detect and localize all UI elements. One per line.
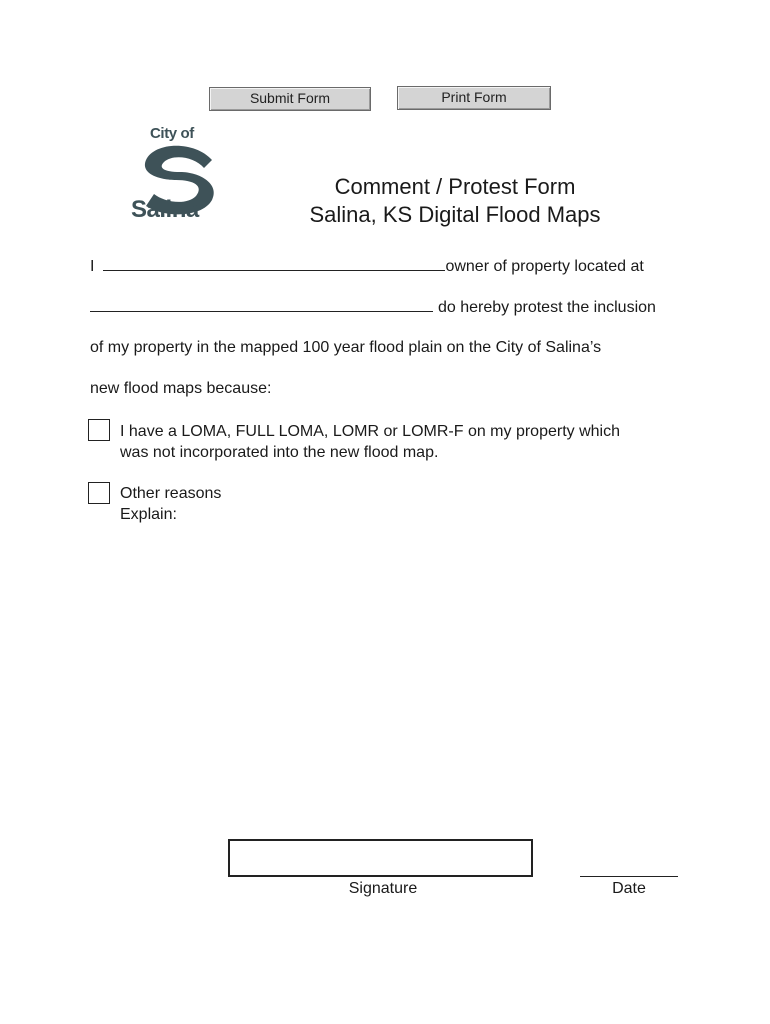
statement-line-1 [90,256,644,276]
form-title: Comment / Protest Form [334,174,576,199]
option-1-line-1: I have a LOMA, FULL LOMA, LOMR or LOMR-F on my property which [120,423,620,440]
statement-owner-text: owner of property located at [445,258,644,275]
print-form-button[interactable]: Print Form [397,86,551,110]
property-address-field[interactable] [90,297,433,312]
logo-bottom-text: Salina [131,196,199,223]
other-reasons-checkbox[interactable] [88,482,110,504]
submit-form-button[interactable]: Submit Form [209,87,371,111]
signature-label: Signature [348,880,418,897]
logo-top-text: City of [150,125,194,142]
statement-prefix: I [90,258,95,275]
date-label: Date [612,880,646,897]
option-2-line-2: Explain: [120,506,177,523]
signature-field[interactable] [228,839,533,877]
loma-checkbox[interactable] [88,419,110,441]
statement-line-3: of my property in the mapped 100 year flood plain on the City of Salina’s [90,339,602,356]
form-subtitle: Salina, KS Digital Flood Maps [309,202,601,227]
statement-protest-text: do hereby protest the inclusion [438,299,656,316]
option-1-line-2: was not incorporated into the new flood map. [120,444,439,461]
explain-textarea[interactable] [120,530,680,820]
owner-name-field[interactable] [103,256,445,271]
date-field[interactable] [580,876,678,877]
statement-line-4: new flood maps because: [90,380,272,397]
statement-line-2 [90,297,656,317]
option-2-line-1: Other reasons [120,485,222,502]
